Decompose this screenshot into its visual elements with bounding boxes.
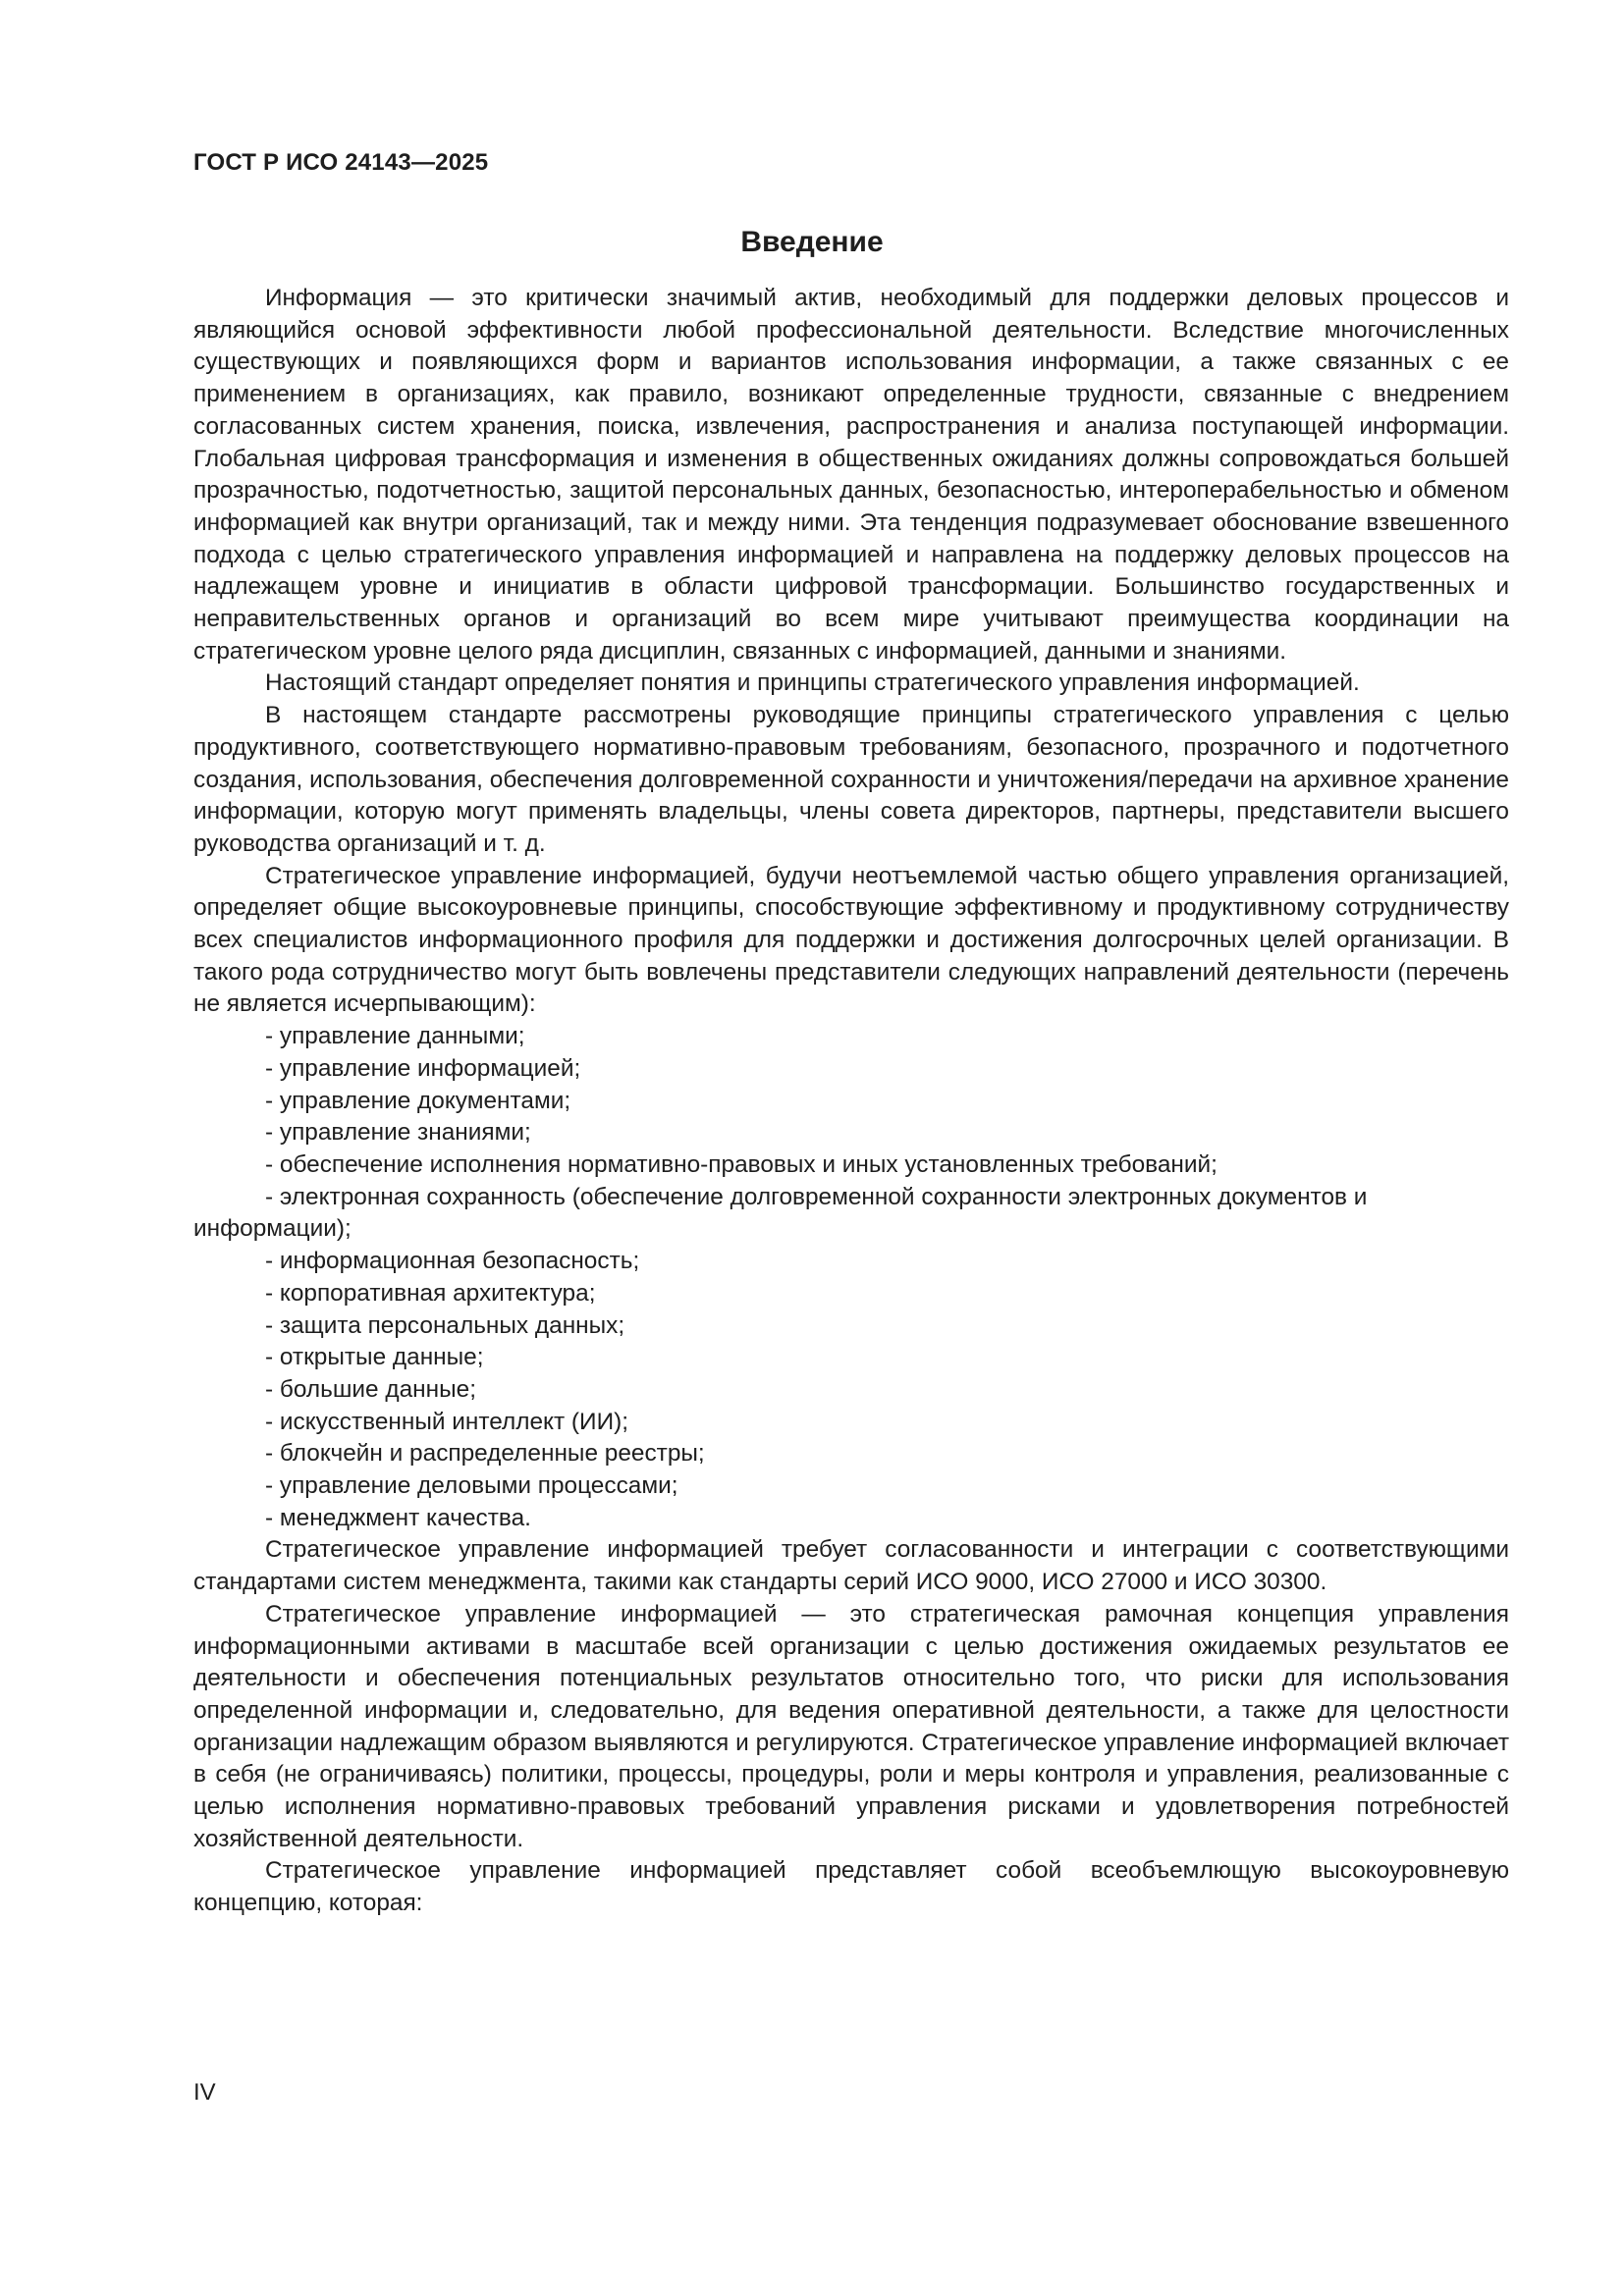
document-body xyxy=(193,283,1509,1920)
list-item: - управление документами; xyxy=(265,1087,571,1114)
list-item: - управление знаниями; xyxy=(265,1119,531,1147)
list-item: - обеспечение исполнения нормативно-правовых и иных установленных требований; xyxy=(265,1150,1218,1178)
paragraph: Стратегическое управление информацией, будучи неотъемлемой частью общего управления организацией, определяет общие высокоуровневые принципы, способствующие эффективному и продуктивному сотрудничеству всех специалистов информационного профиля для поддержки и достижения долгосрочных целей организации. В такого рода сотрудничество могут быть вовлечены представители следующих направлений деятельности (перечень не является исчерпывающим): xyxy=(193,862,1509,1018)
paragraph: В настоящем стандарте рассмотрены руководящие принципы стратегического управления с целью продуктивного, соответствующего нормативно-правовым требованиям, безопасного, прозрачного и подотчетного создания, использования, обеспечения долговременной сохранности и уничтожения/передачи на архивное хранение информации, которую могут применять владельцы, члены совета директоров, партнеры, представители высшего руководства организаций и т. д. xyxy=(193,702,1509,857)
list-item: - искусственный интеллект (ИИ); xyxy=(265,1408,629,1435)
document-header: ГОСТ Р ИСО 24143—2025 xyxy=(193,149,489,176)
list-item: - управление данными; xyxy=(265,1023,525,1050)
list-item: - информационная безопасность; xyxy=(265,1248,640,1275)
paragraph: Настоящий стандарт определяет понятия и принципы стратегического управления информацией. xyxy=(265,669,1360,697)
list-item: - электронная сохранность (обеспечение долговременной сохранности электронных документов и информации); xyxy=(193,1183,1368,1243)
list-item: - управление информацией; xyxy=(265,1054,581,1082)
paragraph: Стратегическое управление информацией требует согласованности и интеграции с соответствующими стандартами систем менеджмента, такими как стандарты серий ИСО 9000, ИСО 27000 и ИСО 30300. xyxy=(193,1536,1509,1596)
activity-list xyxy=(193,1021,1509,1534)
paragraph: Информация — это критически значимый актив, необходимый для поддержки деловых процессов и являющийся основой эффективности любой профессиональной деятельности. Вследствие многочисленных существующих и появляющихся форм и вариантов использования информации, а также связанных с ее применением в организациях, как правило, возникают определенные трудности, связанные с внедрением согласованных систем хранения, поиска, извлечения, распространения и анализа поступающей информации. Глобальная цифровая трансформация и изменения в общественных ожиданиях должны сопровождаться большей прозрачностью, подотчетностью, защитой персональных данных, безопасностью, интероперабельностью и обменом информацией как внутри организаций, так и между ними. Эта тенденция подразумевает обоснование взвешенного подхода с целью стратегического управления информацией и направлена на поддержку деловых процессов на надлежащем уровне и инициатив в области цифровой трансформации. Большинство государственных и неправительственных органов и организаций во всем мире учитывают преимущества координации на стратегическом уровне целого ряда дисциплин, связанных с информацией, данными и знаниями. xyxy=(193,285,1509,665)
list-item: - защита персональных данных; xyxy=(265,1311,625,1339)
paragraph: Стратегическое управление информацией представляет собой всеобъемлющую высокоуровневую концепцию, которая: xyxy=(193,1857,1509,1917)
list-item: - блокчейн и распределенные реестры; xyxy=(265,1440,705,1468)
list-item: - открытые данные; xyxy=(265,1344,484,1371)
section-title: Введение xyxy=(740,226,884,258)
list-item: - большие данные; xyxy=(265,1375,476,1403)
list-item: - управление деловыми процессами; xyxy=(265,1472,678,1500)
page-number: IV xyxy=(193,2079,216,2106)
list-item: - корпоративная архитектура; xyxy=(265,1279,596,1307)
list-item: - менеджмент качества. xyxy=(265,1504,531,1531)
paragraph: Стратегическое управление информацией — это стратегическая рамочная концепция управления информационными активами в масштабе всей организации с целью достижения ожидаемых результатов ее деятельности и обеспечения потенциальных результатов относительно того, что риски для использования определенной информации и, следовательно, для ведения оперативной деятельности, а также для целостности организации надлежащим образом выявляются и регулируются. Стратегическое управление информацией включает в себя (не ограничиваясь) политики, процессы, процедуры, роли и меры контроля и управления, реализованные с целью исполнения нормативно-правовых требований управления рисками и удовлетворения потребностей хозяйственной деятельности. xyxy=(193,1600,1509,1852)
